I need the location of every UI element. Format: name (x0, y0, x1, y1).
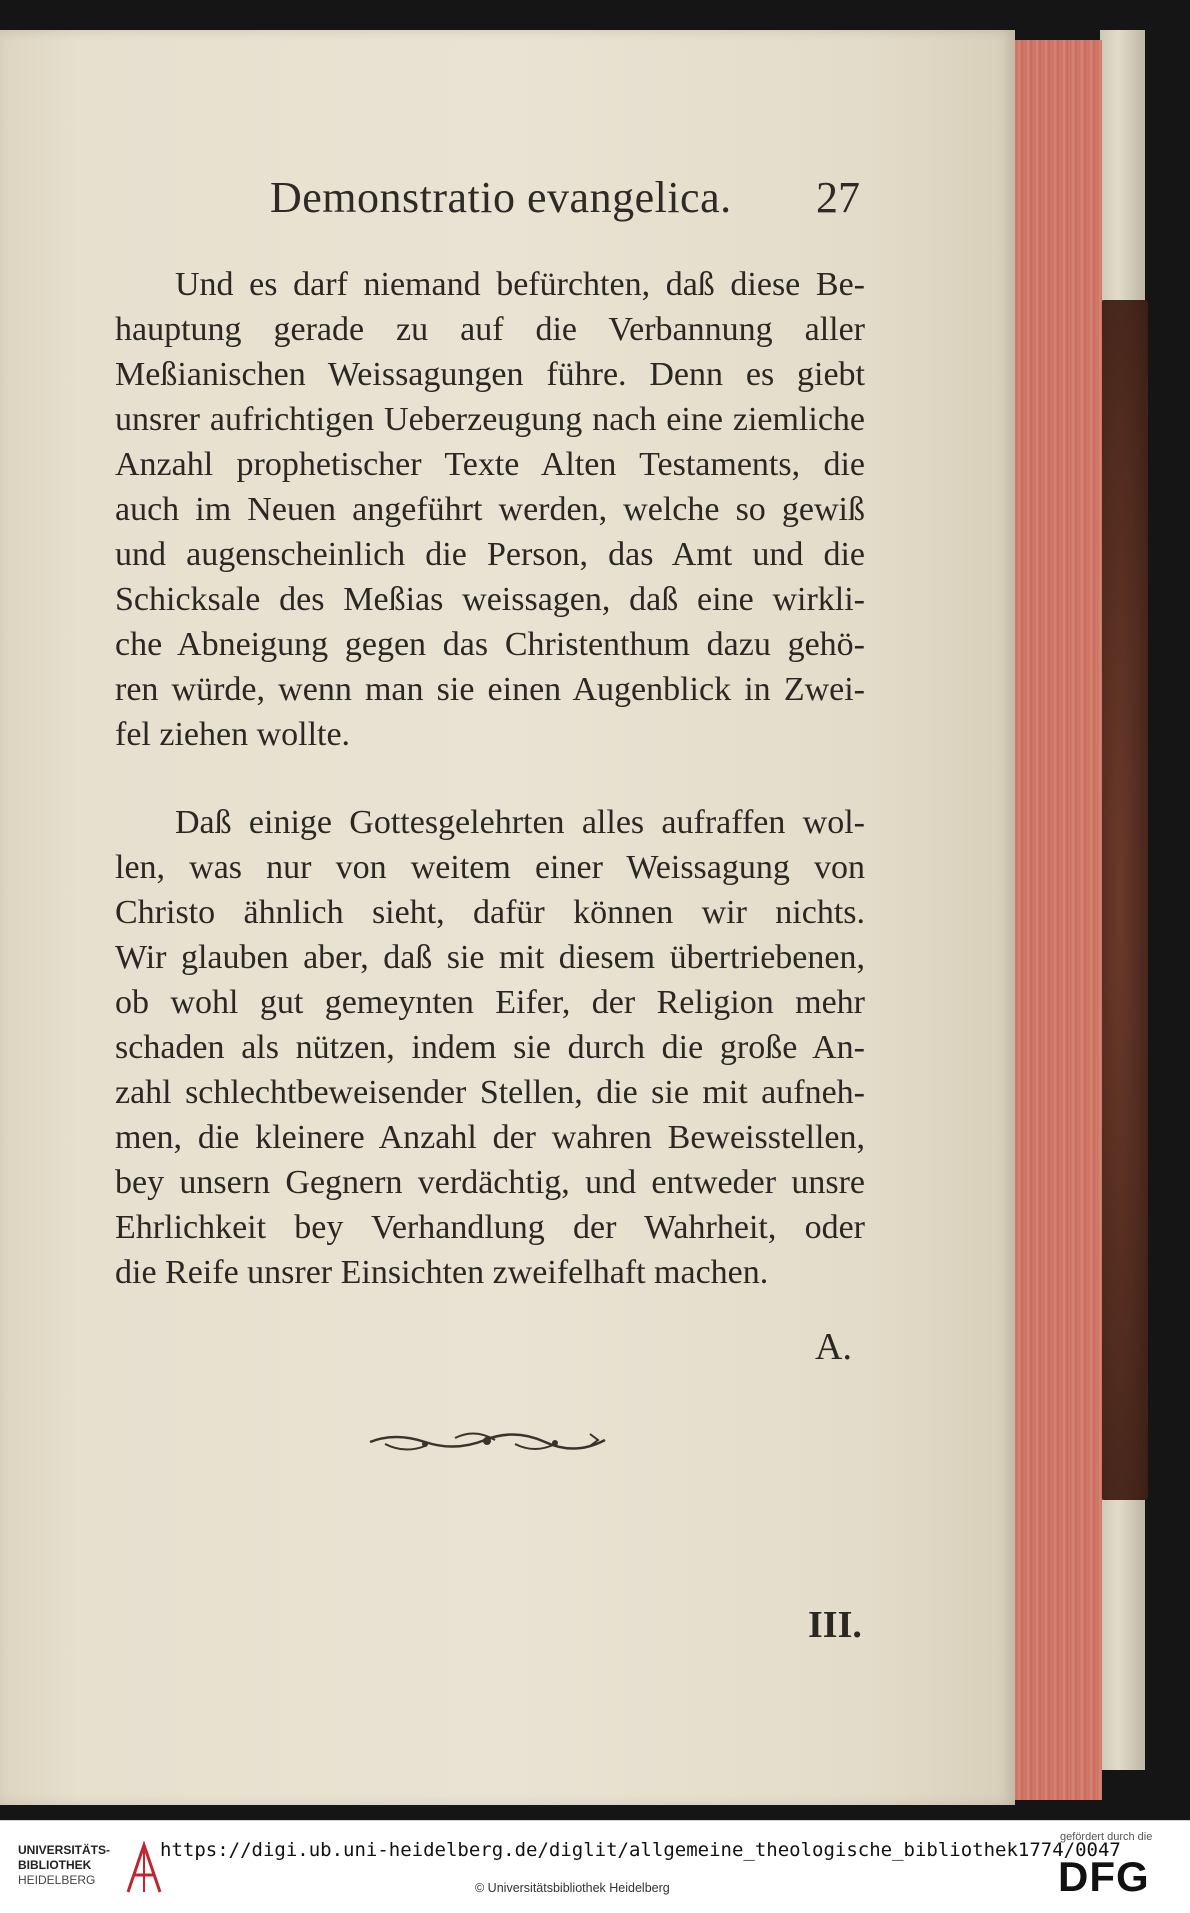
text-line: hauptung gerade zu auf die Verbannung aller (115, 311, 865, 348)
text-line: ob wohl gut gemeynten Eifer, der Religion mehr (115, 984, 865, 1021)
text-line: die Reife unsrer Einsichten zweifelhaft machen. (115, 1254, 769, 1291)
text-line: fel ziehen wollte. (115, 716, 351, 753)
paragraph-2 (115, 800, 865, 1295)
copyright-notice: © Universitätsbibliothek Heidelberg (475, 1881, 670, 1895)
text-line: Anzahl prophetischer Texte Alten Testaments, die (115, 446, 865, 483)
catchword-signature: A. (815, 1326, 852, 1368)
text-line: ren würde, wenn man sie einen Augenblick in Zwei- (115, 671, 865, 708)
text-line: Ehrlichkeit bey Verhandlung der Wahrheit, oder (115, 1209, 865, 1246)
library-name-line3: HEIDELBERG (18, 1873, 96, 1887)
library-logo[interactable] (18, 1843, 136, 1888)
catchword-next-section: III. (808, 1604, 862, 1646)
running-header (270, 172, 860, 232)
permalink-url[interactable]: https://digi.ub.uni-heidelberg.de/diglit/allgemeine_theologische_bibliothek1774/0047 (160, 1839, 1121, 1861)
funding-label: gefördert durch die (1060, 1831, 1153, 1843)
text-line: zahl schlechtbeweisender Stellen, die sie mit aufneh- (115, 1074, 865, 1111)
library-name-line2: BIBLIOTHEK (18, 1858, 92, 1872)
text-line: Meßianischen Weissagungen führe. Denn es giebt (115, 356, 865, 393)
text-line: Wir glauben aber, daß sie mit diesem übertriebenen, (115, 939, 865, 976)
viewer-footer (0, 1820, 1190, 1913)
page-number: 27 (816, 173, 860, 222)
text-line: unsrer aufrichtigen Ueberzeugung nach eine ziemliche (115, 401, 865, 438)
book-cover-leather (1100, 300, 1148, 1500)
text-line: bey unsern Gegnern verdächtig, und entweder unsre (115, 1164, 865, 1201)
paragraph-1 (115, 262, 865, 757)
text-line: und augenscheinlich die Person, das Amt und die (115, 536, 865, 573)
text-line: Und es darf niemand befürchten, daß diese Be- (175, 266, 865, 303)
text-line: len, was nur von weitem einer Weissagung von (115, 849, 865, 886)
text-line: men, die kleinere Anzahl der wahren Beweisstellen, (115, 1119, 865, 1156)
ornament-divider-icon (365, 1422, 610, 1462)
text-line: Schicksale des Meßias weissagen, daß eine wirkli- (115, 581, 865, 618)
dfg-logo[interactable]: DFG (1058, 1853, 1150, 1900)
running-title: Demonstratio evangelica. (270, 173, 732, 222)
text-line: schaden als nützen, indem sie durch die große An- (115, 1029, 865, 1066)
page-edges-red (1005, 40, 1102, 1800)
text-line: che Abneigung gegen das Christenthum dazu gehö- (115, 626, 865, 663)
text-line: Christo ähnlich sieht, dafür können wir nichts. (115, 894, 865, 931)
text-line: auch im Neuen angeführt werden, welche so gewiß (115, 491, 865, 528)
library-name-line1: UNIVERSITÄTS- (18, 1843, 111, 1857)
text-line: Daß einige Gottesgelehrten alles aufraffen wol- (175, 804, 865, 841)
